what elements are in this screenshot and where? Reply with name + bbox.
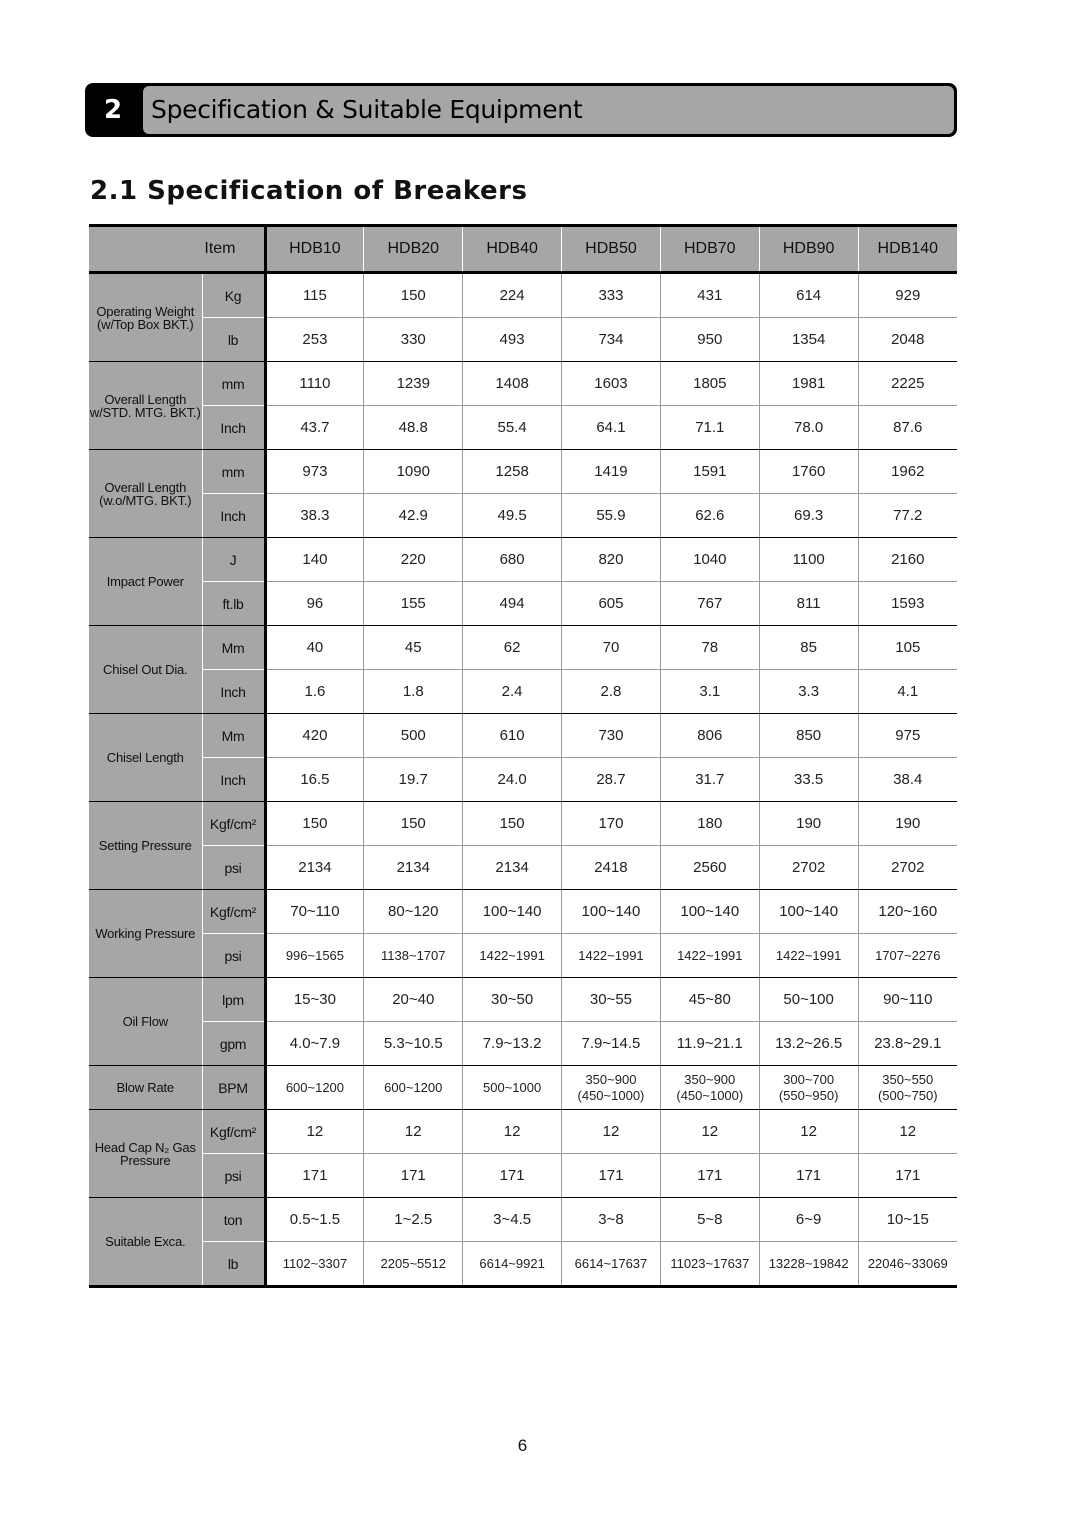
- value-cell: 87.6: [858, 406, 957, 450]
- unit-label: Mm: [202, 626, 265, 670]
- value-cell: 55.4: [463, 406, 562, 450]
- group-label: Setting Pressure: [89, 802, 202, 890]
- group-label: Blow Rate: [89, 1066, 202, 1110]
- group-label: Working Pressure: [89, 890, 202, 978]
- value-cell: 3.3: [759, 670, 858, 714]
- model-header: HDB90: [759, 226, 858, 273]
- value-cell: 140: [265, 538, 364, 582]
- model-header: HDB50: [562, 226, 661, 273]
- value-cell: 49.5: [463, 494, 562, 538]
- value-cell: 150: [364, 802, 463, 846]
- table-row: [89, 273, 957, 318]
- unit-label: psi: [202, 934, 265, 978]
- value-cell: 190: [858, 802, 957, 846]
- unit-label: J: [202, 538, 265, 582]
- group-label: Chisel Out Dia.: [89, 626, 202, 714]
- table-row: [89, 538, 957, 582]
- value-cell: 431: [660, 273, 759, 318]
- table-row: [89, 406, 957, 450]
- value-cell: 69.3: [759, 494, 858, 538]
- value-cell: 33.5: [759, 758, 858, 802]
- unit-label: Kgf/cm²: [202, 890, 265, 934]
- value-cell: 12: [364, 1110, 463, 1154]
- value-cell: 38.4: [858, 758, 957, 802]
- unit-label: mm: [202, 450, 265, 494]
- value-cell: 150: [364, 273, 463, 318]
- value-cell: 1422~1991: [660, 934, 759, 978]
- value-cell: 20~40: [364, 978, 463, 1022]
- value-cell: 330: [364, 318, 463, 362]
- value-cell: 55.9: [562, 494, 661, 538]
- value-cell: 85: [759, 626, 858, 670]
- unit-label: psi: [202, 1154, 265, 1198]
- chapter-banner: [85, 83, 957, 137]
- value-cell: 1~2.5: [364, 1198, 463, 1242]
- value-cell: 2134: [364, 846, 463, 890]
- value-cell: 10~15: [858, 1198, 957, 1242]
- value-cell: 90~110: [858, 978, 957, 1022]
- value-cell: 1354: [759, 318, 858, 362]
- unit-label: Mm: [202, 714, 265, 758]
- value-cell: 170: [562, 802, 661, 846]
- value-cell: 730: [562, 714, 661, 758]
- value-cell: 12: [858, 1110, 957, 1154]
- unit-label: BPM: [202, 1066, 265, 1110]
- item-header: Item: [89, 226, 265, 273]
- value-cell: 1.6: [265, 670, 364, 714]
- group-label: Oil Flow: [89, 978, 202, 1066]
- value-cell: 350~550 (500~750): [858, 1066, 957, 1110]
- table-row: [89, 626, 957, 670]
- value-cell: 171: [660, 1154, 759, 1198]
- unit-label: Kgf/cm²: [202, 1110, 265, 1154]
- value-cell: 975: [858, 714, 957, 758]
- value-cell: 6614~17637: [562, 1242, 661, 1287]
- value-cell: 1422~1991: [562, 934, 661, 978]
- value-cell: 12: [562, 1110, 661, 1154]
- value-cell: 12: [463, 1110, 562, 1154]
- value-cell: 71.1: [660, 406, 759, 450]
- value-cell: 45~80: [660, 978, 759, 1022]
- value-cell: 13228~19842: [759, 1242, 858, 1287]
- value-cell: 96: [265, 582, 364, 626]
- value-cell: 1962: [858, 450, 957, 494]
- value-cell: 3.1: [660, 670, 759, 714]
- value-cell: 1408: [463, 362, 562, 406]
- spec-table-body: [89, 273, 957, 1287]
- group-label: Overall Length (w.o/MTG. BKT.): [89, 450, 202, 538]
- value-cell: 494: [463, 582, 562, 626]
- value-cell: 50~100: [759, 978, 858, 1022]
- value-cell: 23.8~29.1: [858, 1022, 957, 1066]
- value-cell: 100~140: [562, 890, 661, 934]
- value-cell: 3~4.5: [463, 1198, 562, 1242]
- value-cell: 2702: [858, 846, 957, 890]
- value-cell: 1422~1991: [759, 934, 858, 978]
- value-cell: 973: [265, 450, 364, 494]
- table-row: [89, 802, 957, 846]
- value-cell: 0.5~1.5: [265, 1198, 364, 1242]
- value-cell: 1591: [660, 450, 759, 494]
- value-cell: 30~50: [463, 978, 562, 1022]
- value-cell: 2048: [858, 318, 957, 362]
- value-cell: 12: [265, 1110, 364, 1154]
- model-header: HDB20: [364, 226, 463, 273]
- value-cell: 811: [759, 582, 858, 626]
- table-row: [89, 934, 957, 978]
- value-cell: 3~8: [562, 1198, 661, 1242]
- value-cell: 1090: [364, 450, 463, 494]
- value-cell: 180: [660, 802, 759, 846]
- value-cell: 6614~9921: [463, 1242, 562, 1287]
- value-cell: 155: [364, 582, 463, 626]
- unit-label: ft.lb: [202, 582, 265, 626]
- value-cell: 1981: [759, 362, 858, 406]
- value-cell: 1419: [562, 450, 661, 494]
- value-cell: 1110: [265, 362, 364, 406]
- value-cell: 253: [265, 318, 364, 362]
- value-cell: 40: [265, 626, 364, 670]
- unit-label: gpm: [202, 1022, 265, 1066]
- value-cell: 1.8: [364, 670, 463, 714]
- value-cell: 420: [265, 714, 364, 758]
- value-cell: 4.0~7.9: [265, 1022, 364, 1066]
- value-cell: 22046~33069: [867, 1256, 948, 1271]
- value-cell: 100~140: [660, 890, 759, 934]
- value-cell: 2205~5512: [364, 1242, 463, 1287]
- unit-label: ton: [202, 1198, 265, 1242]
- table-header-row: [89, 226, 957, 273]
- value-cell: 500~1000: [463, 1066, 562, 1110]
- table-row: [89, 1198, 957, 1242]
- value-cell: 171: [562, 1154, 661, 1198]
- table-row: [89, 362, 957, 406]
- value-cell: 100~140: [759, 890, 858, 934]
- value-cell: 171: [759, 1154, 858, 1198]
- value-cell: 4.1: [858, 670, 957, 714]
- table-row: [89, 582, 957, 626]
- model-header: HDB10: [265, 226, 364, 273]
- unit-label: lb: [202, 318, 265, 362]
- chapter-number: 2: [103, 95, 123, 125]
- unit-label: Inch: [202, 406, 265, 450]
- section-title: 2.1 Specification of Breakers: [90, 176, 528, 206]
- unit-label: Kg: [202, 273, 265, 318]
- value-cell: 48.8: [364, 406, 463, 450]
- table-row: [89, 978, 957, 1022]
- value-cell: 100~140: [463, 890, 562, 934]
- unit-label: psi: [202, 846, 265, 890]
- value-cell: 19.7: [364, 758, 463, 802]
- model-header: HDB140: [858, 226, 957, 273]
- table-row: [89, 450, 957, 494]
- value-cell: 2.8: [562, 670, 661, 714]
- model-header: HDB40: [463, 226, 562, 273]
- table-row: [89, 1066, 957, 1110]
- table-row: [89, 890, 957, 934]
- value-cell: 43.7: [265, 406, 364, 450]
- value-cell: 1138~1707: [364, 934, 463, 978]
- table-row: [89, 846, 957, 890]
- value-cell: 24.0: [463, 758, 562, 802]
- value-cell: 171: [463, 1154, 562, 1198]
- value-cell: 1707~2276: [858, 934, 957, 978]
- table-row: [89, 1022, 957, 1066]
- value-cell: 500: [364, 714, 463, 758]
- value-cell: 950: [660, 318, 759, 362]
- value-cell: 350~900 (450~1000): [562, 1066, 661, 1110]
- table-row: [89, 318, 957, 362]
- value-cell: 12: [759, 1110, 858, 1154]
- value-cell: 2418: [562, 846, 661, 890]
- value-cell: 31.7: [660, 758, 759, 802]
- value-cell: 11.9~21.1: [660, 1022, 759, 1066]
- chapter-title: Specification & Suitable Equipment: [151, 95, 583, 124]
- value-cell: 70: [562, 626, 661, 670]
- value-cell: 150: [463, 802, 562, 846]
- value-cell: 2160: [858, 538, 957, 582]
- value-cell: 171: [265, 1154, 364, 1198]
- table-row: [89, 670, 957, 714]
- table-row: [89, 1110, 957, 1154]
- value-cell: 1239: [364, 362, 463, 406]
- value-cell: 78.0: [759, 406, 858, 450]
- value-cell: 7.9~14.5: [562, 1022, 661, 1066]
- table-row: [89, 758, 957, 802]
- value-cell: 11023~17637: [660, 1242, 759, 1287]
- group-label: Impact Power: [89, 538, 202, 626]
- value-cell: 929: [858, 273, 957, 318]
- value-cell: 610: [463, 714, 562, 758]
- value-cell: 996~1565: [265, 934, 364, 978]
- value-cell: 5.3~10.5: [364, 1022, 463, 1066]
- value-cell: 1593: [858, 582, 957, 626]
- value-cell: 2225: [858, 362, 957, 406]
- value-cell: 224: [463, 273, 562, 318]
- value-cell: 80~120: [364, 890, 463, 934]
- table-row: [89, 1154, 957, 1198]
- value-cell: 30~55: [562, 978, 661, 1022]
- unit-label: lpm: [202, 978, 265, 1022]
- value-cell: 13.2~26.5: [759, 1022, 858, 1066]
- chapter-title-box: [143, 86, 954, 134]
- value-cell: 171: [364, 1154, 463, 1198]
- unit-label: mm: [202, 362, 265, 406]
- value-cell: 115: [265, 273, 364, 318]
- value-cell: 1603: [562, 362, 661, 406]
- value-cell: 1258: [463, 450, 562, 494]
- value-cell: 45: [364, 626, 463, 670]
- value-cell: 493: [463, 318, 562, 362]
- value-cell: 150: [265, 802, 364, 846]
- value-cell: 767: [660, 582, 759, 626]
- value-cell: 6~9: [759, 1198, 858, 1242]
- value-cell: 806: [660, 714, 759, 758]
- value-cell: 64.1: [562, 406, 661, 450]
- value-cell: 105: [858, 626, 957, 670]
- value-cell: 2560: [660, 846, 759, 890]
- value-cell: 70~110: [265, 890, 364, 934]
- value-cell: 62: [463, 626, 562, 670]
- value-cell: 600~1200: [364, 1066, 463, 1110]
- value-cell: 190: [759, 802, 858, 846]
- value-cell: 15~30: [265, 978, 364, 1022]
- value-cell: 850: [759, 714, 858, 758]
- value-cell: 2134: [463, 846, 562, 890]
- value-cell: 220: [364, 538, 463, 582]
- table-row: [89, 494, 957, 538]
- group-label: Overall Length w/STD. MTG. BKT.): [89, 362, 202, 450]
- value-cell: 1040: [660, 538, 759, 582]
- unit-label: Inch: [202, 494, 265, 538]
- spec-table: [89, 224, 957, 1288]
- value-cell: 78: [660, 626, 759, 670]
- value-cell: 62.6: [660, 494, 759, 538]
- value-cell: 1760: [759, 450, 858, 494]
- unit-label: lb: [202, 1242, 265, 1287]
- value-cell: 2702: [759, 846, 858, 890]
- value-cell: 12: [660, 1110, 759, 1154]
- group-label: Chisel Length: [89, 714, 202, 802]
- value-cell: 2134: [265, 846, 364, 890]
- value-cell: 2.4: [463, 670, 562, 714]
- unit-label: Inch: [202, 758, 265, 802]
- value-cell: 28.7: [562, 758, 661, 802]
- value-cell: 42.9: [364, 494, 463, 538]
- value-cell: 734: [562, 318, 661, 362]
- value-cell: 171: [858, 1154, 957, 1198]
- unit-label: Inch: [202, 670, 265, 714]
- value-cell: 38.3: [265, 494, 364, 538]
- value-cell: 5~8: [660, 1198, 759, 1242]
- value-cell: 1100: [759, 538, 858, 582]
- value-cell: 1805: [660, 362, 759, 406]
- value-cell: 77.2: [858, 494, 957, 538]
- model-header: HDB70: [660, 226, 759, 273]
- value-cell: 614: [759, 273, 858, 318]
- value-cell: 605: [562, 582, 661, 626]
- value-cell: 120~160: [858, 890, 957, 934]
- group-label: Operating Weight (w/Top Box BKT.): [89, 273, 202, 362]
- unit-label: Kgf/cm²: [202, 802, 265, 846]
- group-label: Suitable Exca.: [89, 1198, 202, 1287]
- value-cell: 350~900 (450~1000): [660, 1066, 759, 1110]
- value-cell: 16.5: [265, 758, 364, 802]
- value-cell: 333: [562, 273, 661, 318]
- value-cell: 680: [463, 538, 562, 582]
- value-cell: 300~700 (550~950): [759, 1066, 858, 1110]
- table-row: [89, 714, 957, 758]
- value-cell: 1422~1991: [463, 934, 562, 978]
- table-row: [89, 1242, 957, 1287]
- value-cell: 820: [562, 538, 661, 582]
- group-label: Head Cap N₂ Gas Pressure: [89, 1110, 202, 1198]
- value-cell: 7.9~13.2: [463, 1022, 562, 1066]
- value-cell: 600~1200: [265, 1066, 364, 1110]
- value-cell: 1102~3307: [265, 1242, 364, 1287]
- page-number: 6: [517, 1436, 528, 1455]
